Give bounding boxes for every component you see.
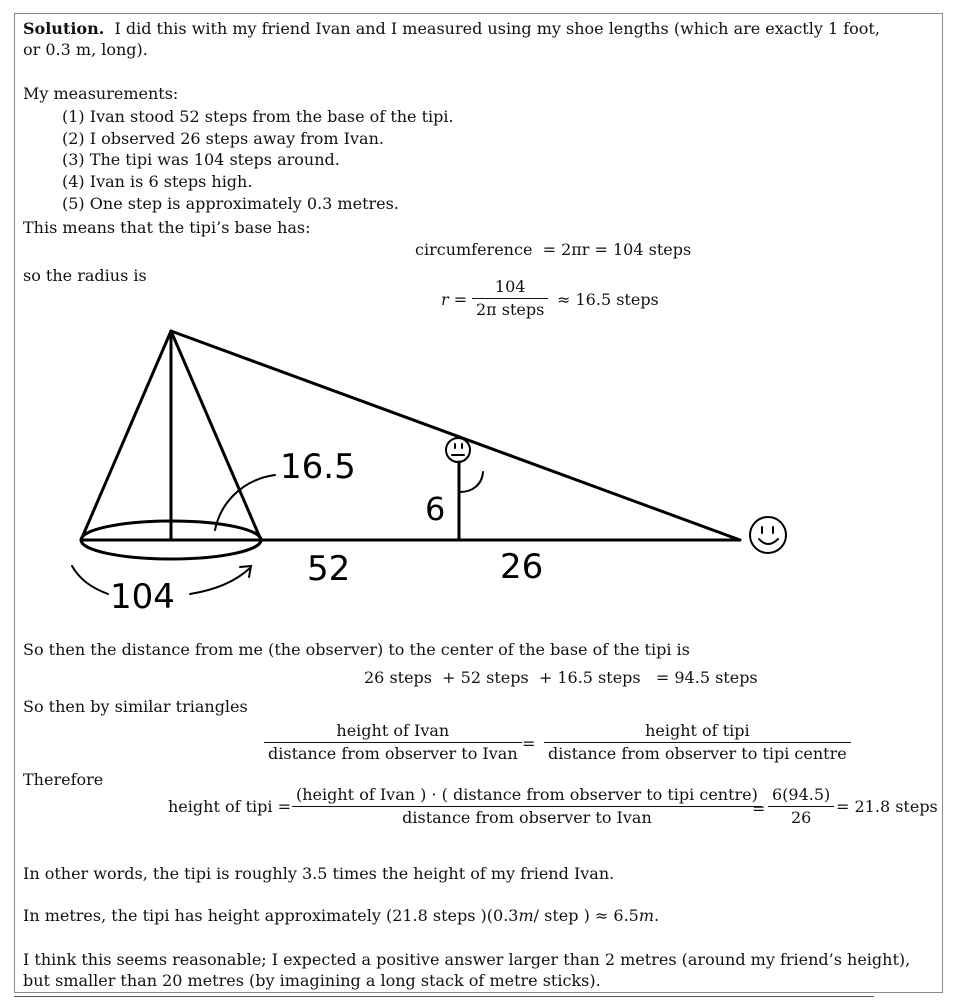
tipi-right-edge [171,331,261,540]
radius-denominator: 2π steps [476,300,545,319]
label-distance-ivan: 52 [307,549,351,589]
sight-line [171,331,740,540]
list-item-number: (3) [62,150,85,169]
similar-left-fraction [264,722,522,763]
circumference-arrow-right [190,568,250,594]
intro-line-2: or 0.3 m, long). [23,40,148,59]
metres-prefix: In metres, the tipi has height approximately (21.8 steps )(0.3 [23,906,519,925]
tipi-left-edge [81,331,171,540]
conclusion-metres [23,906,659,926]
similar-intro: So then by similar triangles [23,697,248,716]
similar-equals: = [522,734,536,753]
distance-equation: 26 steps + 52 steps + 16.5 steps = 94.5 steps [364,668,758,687]
therefore-label: Therefore [23,770,104,789]
metres-unit-1: m [518,906,534,925]
metres-end: . [654,906,660,925]
therefore-equals: = [752,799,766,818]
therefore-fraction-2 [768,786,834,827]
list-item-text: The tipi was 104 steps around. [89,150,340,169]
therefore-fraction-1-denominator: distance from observer to Ivan [402,808,652,827]
conclusion-reasonable-1: I think this seems reasonable; I expected a positive answer larger than 2 metres (around my friend’s height), [23,950,911,969]
label-circumference: 104 [110,577,175,617]
list-item-number: (5) [62,194,85,213]
conclusion-reasonable-2: but smaller than 20 metres (by imagining a long stack of metre sticks). [23,971,601,990]
list-item-text: Ivan is 6 steps high. [89,172,253,191]
list-item-text: I observed 26 steps away from Ivan. [89,129,384,148]
solution-label: Solution. [23,19,105,38]
distance-intro: So then the distance from me (the observer) to the center of the base of the tipi is [23,640,690,659]
therefore-rhs: = 21.8 steps [836,797,938,816]
list-item-number: (2) [62,129,85,148]
similar-right-numerator: height of tipi [544,722,851,743]
observer-face-icon [750,517,786,553]
label-ivan-height: 6 [425,490,446,528]
base-intro: This means that the tipi’s base has: [23,218,311,237]
bottom-rule [14,996,874,997]
similar-left-denominator: distance from observer to Ivan [268,744,518,763]
label-radius: 16.5 [280,447,356,487]
metres-unit-2: m [638,906,655,925]
height-callout-curve [460,472,483,492]
ivan-face-icon [446,438,470,462]
therefore-fraction-1-numerator: (height of Ivan ) · ( distance from observer to tipi centre) [292,786,762,807]
therefore-lhs: height of tipi = [168,797,291,816]
radius-numerator: 104 [472,278,548,299]
circumference-arrow-left [72,566,108,594]
list-item-text: Ivan stood 52 steps from the base of the tipi. [89,107,454,126]
label-distance-observer: 26 [500,547,544,587]
radius-intro: so the radius is [23,266,147,285]
intro-text-1: I did this with my friend Ivan and I measured using my shoe lengths (which are exactly 1 foot, [114,19,880,38]
list-item-number: (4) [62,172,85,191]
metres-mid: / step ) ≈ 6.5 [533,906,639,925]
therefore-fraction-2-denominator: 26 [790,808,812,827]
list-item-number: (1) [62,107,85,126]
therefore-fraction-1 [292,786,762,827]
list-item-text: One step is approximately 0.3 metres. [89,194,399,213]
circumference-word: circumference [415,240,533,259]
circumference-value: = 2πr = 104 steps [542,240,692,259]
observer-mouth [759,539,778,544]
conclusion-other-words: In other words, the tipi is roughly 3.5 times the height of my friend Ivan. [23,864,615,883]
similar-right-fraction [544,722,851,763]
similar-right-denominator: distance from observer to tipi centre [548,744,847,763]
therefore-fraction-2-numerator: 6(94.5) [768,786,834,807]
radius-lhs-text: r = [441,290,468,309]
measurements-heading: My measurements: [23,84,179,103]
similar-left-numerator: height of Ivan [264,722,522,743]
radius-rhs: ≈ 16.5 steps [557,290,659,309]
